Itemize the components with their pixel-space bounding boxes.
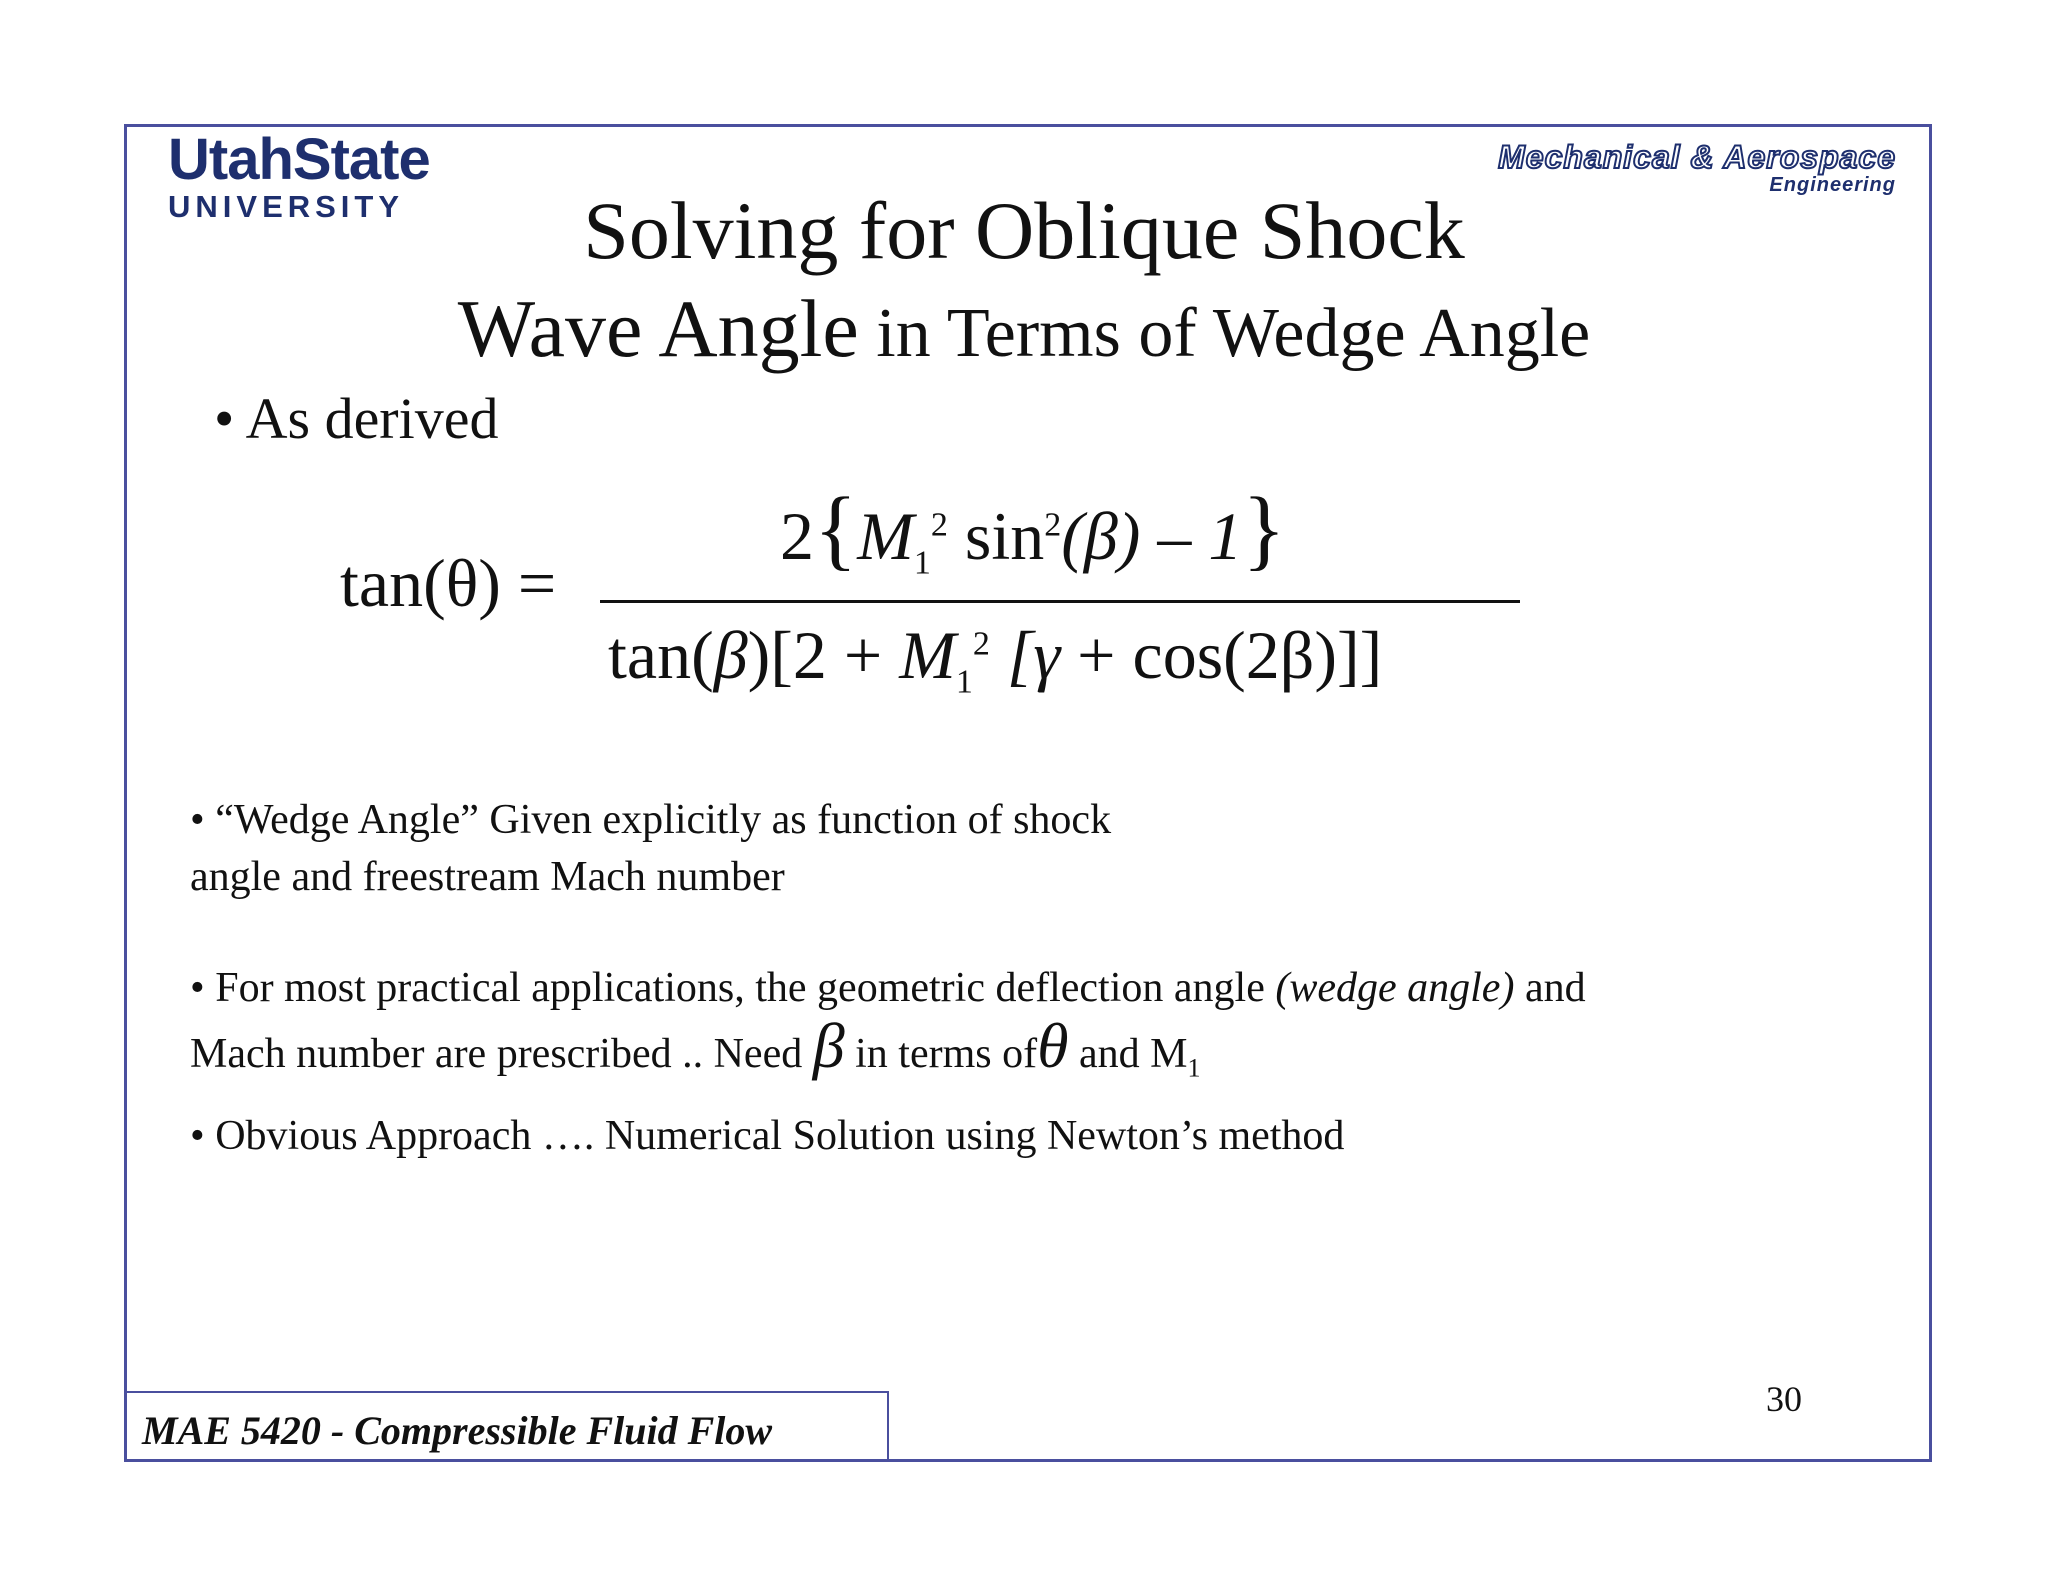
footer-course-title: MAE 5420 - Compressible Fluid Flow	[142, 1408, 773, 1453]
denominator-mach-subscript: 1	[955, 663, 973, 701]
numerator-mach-superscript: 2	[930, 506, 948, 544]
equation-lhs: tan(θ) =	[340, 545, 557, 621]
practical-line1-and: and	[1514, 965, 1586, 1011]
bullet-as-derived: • As derived	[214, 386, 499, 451]
bullet-obvious-approach: • Obvious Approach …. Numerical Solution using Newton’s method	[190, 1113, 1345, 1159]
bullet-wedge-angle-line2: angle and freestream Mach number	[190, 854, 785, 900]
denominator-beta: β	[713, 617, 748, 693]
logo-university-text: UNIVERSITY	[168, 189, 405, 224]
left-brace: {	[814, 480, 858, 579]
theta-symbol: θ	[1037, 1010, 1069, 1081]
practical-wedge-angle-italic: (wedge angle)	[1275, 965, 1515, 1011]
denominator-mach: M	[899, 617, 956, 693]
numerator-mach: M	[857, 498, 914, 574]
numerator-beta-term: (β) – 1	[1061, 498, 1243, 574]
numerator-mach-subscript: 1	[913, 544, 931, 582]
practical-m-subscript: 1	[1187, 1053, 1201, 1083]
equation-numerator	[780, 478, 1286, 583]
logo-mechanical-aerospace-text: Mechanical & Aerospace	[1498, 139, 1896, 175]
bullet-practical-line1	[190, 960, 1586, 1017]
numerator-sin: sin	[947, 498, 1045, 574]
practical-and-m: and M	[1068, 1031, 1188, 1077]
right-brace: }	[1242, 480, 1286, 579]
bullet-practical-line2	[190, 1010, 1586, 1096]
denominator-gamma: [γ	[989, 617, 1061, 693]
logo-engineering-text: Engineering	[1769, 174, 1896, 196]
slide-title-line1: Solving for Oblique Shock	[583, 185, 1465, 276]
footer-course-box	[124, 1391, 889, 1462]
bullet-wedge-angle-line1: • “Wedge Angle” Given explicitly as function of shock	[190, 797, 1112, 843]
denominator-tan: tan(	[608, 617, 714, 693]
denominator-mach-superscript: 2	[972, 625, 990, 663]
title-wave-angle: Wave Angle	[457, 283, 859, 374]
equation-denominator	[608, 616, 1382, 702]
fraction-bar	[600, 600, 1520, 603]
slide-title-line2	[0, 284, 2048, 397]
practical-in-terms-of: in terms of	[844, 1031, 1038, 1077]
beta-symbol: β	[812, 1010, 845, 1081]
numerator-sin-superscript: 2	[1044, 506, 1062, 544]
page-number: 30	[1766, 1379, 1802, 1419]
title-in-terms-of-wedge-angle: in Terms of Wedge Angle	[858, 295, 1591, 372]
oblique-shock-equation	[330, 480, 1560, 738]
denominator-middle: )[2 +	[747, 617, 900, 693]
logo-utahstate-text: UtahState	[168, 127, 430, 192]
numerator-coefficient: 2	[780, 498, 814, 574]
bullet-practical-applications	[190, 960, 1586, 1096]
denominator-cos-term: + cos(2β)]]	[1060, 617, 1383, 693]
bullet-wedge-angle	[190, 792, 1111, 906]
practical-line2-text: Mach number are prescribed .. Need	[190, 1031, 813, 1077]
practical-line1-text: • For most practical applications, the geometric deflection angle	[190, 965, 1276, 1011]
